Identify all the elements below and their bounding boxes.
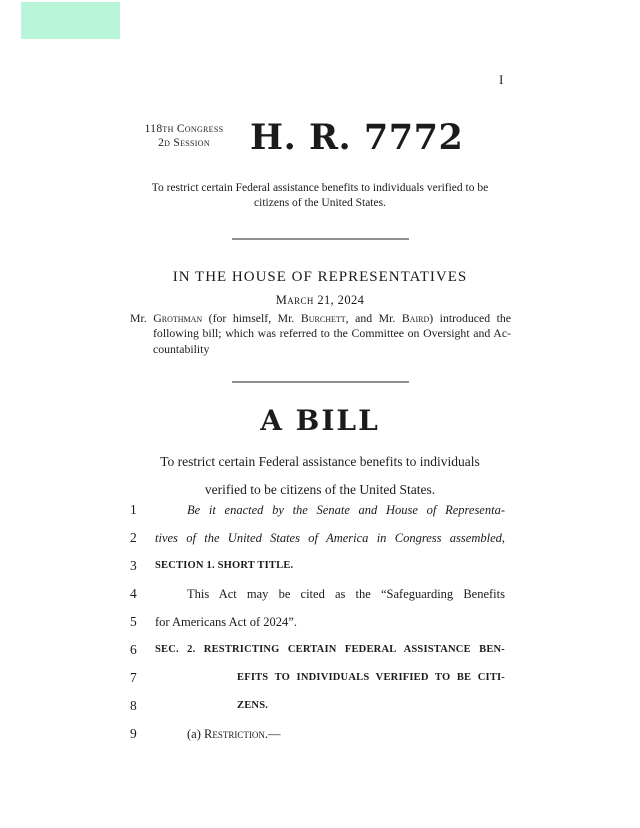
sponsor-line — [130, 311, 511, 326]
line-number: 8 — [130, 698, 137, 713]
line-text — [155, 664, 505, 692]
line-number: 9 — [130, 726, 137, 741]
congress-session-block — [126, 123, 242, 150]
text-segment: EFITS TO INDIVIDUALS VERIFIED TO BE CITI- — [237, 672, 505, 683]
congress-label: 118th Congress — [144, 123, 224, 135]
body-line-row — [130, 692, 510, 720]
line-number: 5 — [130, 614, 137, 629]
line-number: 3 — [130, 558, 137, 573]
text-segment: Baird — [401, 311, 430, 325]
line-text — [155, 524, 505, 552]
line-text — [155, 608, 505, 636]
divider-rule-top — [232, 238, 409, 240]
text-segment: SECTION 1. SHORT TITLE. — [155, 560, 294, 571]
bill-title-line: To restrict certain Federal assistance benefits to individuals — [160, 454, 480, 469]
line-text — [155, 552, 505, 580]
text-segment: tives of the United States of America in Congress assembled, — [155, 531, 505, 545]
line-text — [155, 720, 505, 748]
text-segment: for Americans Act of 2024”. — [155, 615, 297, 629]
line-number: 6 — [130, 642, 137, 657]
line-text — [155, 692, 505, 720]
text-segment: This Act may be cited as the “Safeguarding Benefits — [187, 587, 505, 601]
bill-heading: A BILL — [260, 404, 380, 437]
line-text — [155, 636, 505, 664]
text-segment: countability — [153, 341, 210, 356]
bill-summary — [130, 181, 510, 211]
body-line-row — [130, 524, 510, 552]
summary-line: citizens of the United States. — [254, 197, 386, 209]
line-number: 2 — [130, 530, 137, 545]
body-line-row — [130, 496, 510, 524]
divider-rule-bottom — [232, 381, 409, 383]
text-segment: Burchett — [300, 311, 346, 325]
body-line-row — [130, 720, 510, 748]
text-segment: ) introduced the — [429, 311, 512, 325]
text-segment: following bill; which was referred to the Committee on Oversight and Ac- — [153, 326, 511, 341]
sponsor-paragraph — [130, 311, 511, 357]
line-text — [155, 580, 505, 608]
text-segment: Mr. — [130, 311, 154, 325]
body-line-row — [130, 636, 510, 664]
body-line-row — [130, 664, 510, 692]
body-line-row — [130, 552, 510, 580]
bill-title-line: verified to be citizens of the United States. — [204, 481, 436, 497]
session-label: 2d Session — [158, 136, 210, 149]
bill-number: H. R. 7772 — [250, 117, 464, 158]
text-segment: (a) — [187, 727, 204, 741]
screenshot-highlight-rect — [21, 2, 120, 39]
body-line-row — [130, 580, 510, 608]
summary-line: To restrict certain Federal assistance benefits to individuals verified to be — [151, 182, 489, 194]
sponsor-line — [130, 342, 511, 357]
line-number: 7 — [130, 670, 137, 685]
text-segment: ZENS. — [237, 700, 269, 711]
text-segment: Be it enacted by the Senate and House of Representa- — [187, 503, 505, 517]
text-segment: Restriction — [204, 727, 265, 741]
action-date: March 21, 2024 — [275, 293, 365, 307]
bill-body-lines — [130, 496, 510, 748]
text-segment: .— — [264, 727, 281, 741]
text-segment: (for himself, Mr. — [202, 311, 301, 325]
line-number: 1 — [130, 502, 137, 517]
bill-title — [130, 448, 510, 503]
text-segment: , and Mr. — [345, 311, 402, 325]
text-segment: Grothman — [153, 311, 203, 325]
line-text — [155, 496, 505, 524]
body-line-row — [130, 608, 510, 636]
text-segment: SEC. 2. RESTRICTING CERTAIN FEDERAL ASSISTANCE BEN- — [155, 644, 505, 655]
page-version-marker: I — [499, 72, 504, 87]
line-number: 4 — [130, 586, 137, 601]
sponsor-line — [130, 326, 511, 341]
chamber-heading: IN THE HOUSE OF REPRESENTATIVES — [172, 269, 468, 285]
